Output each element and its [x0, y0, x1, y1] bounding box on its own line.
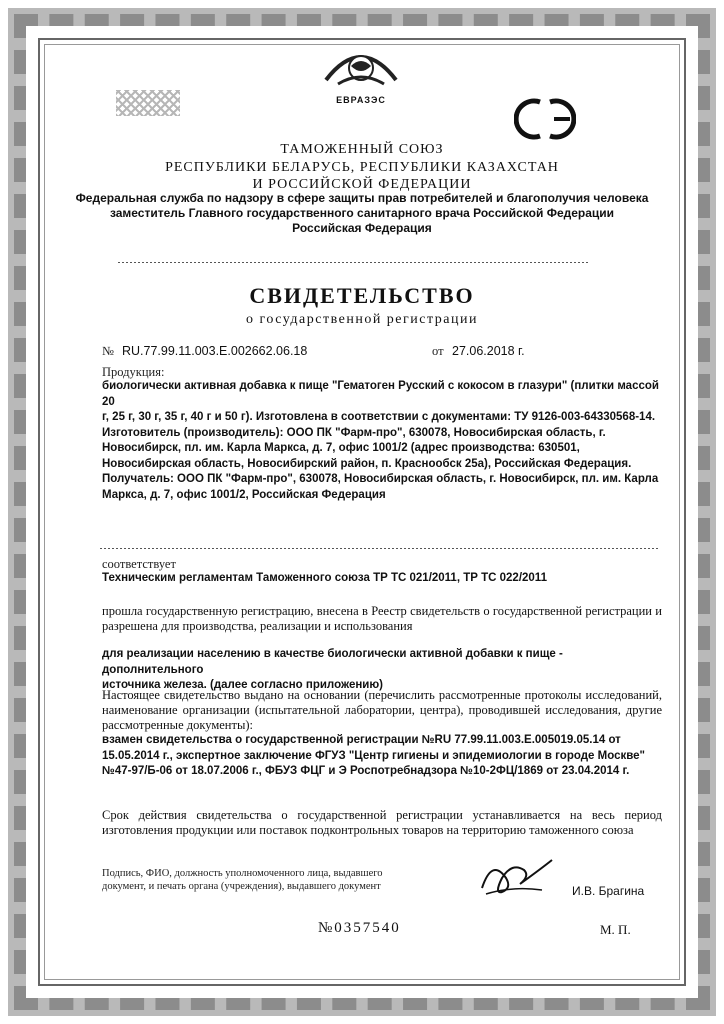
product-line: Получатель: ООО ПК "Фарм-про", 630078, Новосибирская область, г. Новосибирск, пл. им. Карла [102, 473, 659, 485]
security-pattern-icon [116, 90, 180, 116]
date-label: от [432, 344, 444, 358]
signatory-name: И.В. Брагина [572, 884, 645, 898]
header-sub-3: Российская Федерация [292, 221, 432, 235]
conforms-text: Техническим регламентам Таможенного союза ТР ТС 021/2011, ТР ТС 022/2011 [102, 572, 547, 584]
certificate-number: RU.77.99.11.003.Е.002662.06.18 [122, 344, 308, 358]
basis-line: взамен свидетельства о государственной регистрации №RU 77.99.11.003.Е.005019.05.14 от [102, 734, 621, 746]
conformity-mark-icon [514, 96, 576, 142]
header-line-1: ТАМОЖЕННЫЙ СОЮЗ [280, 142, 444, 157]
stamp-label: М. П. [600, 922, 631, 937]
header-sub-1: Федеральная служба по надзору в сфере защиты прав потребителей и благополучия человека [75, 191, 649, 205]
basis-documents [102, 733, 662, 780]
header-line-2: РЕСПУБЛИКИ БЕЛАРУСЬ, РЕСПУБЛИКИ КАЗАХСТАН [165, 160, 559, 175]
validity-statement: Срок действия свидетельства о государственной регистрации устанавливается на весь период изготовления продукции или поставок подконтрольных товаров на территорию таможенного союза [102, 808, 662, 837]
product-label: Продукция: [102, 365, 165, 379]
registration-statement: прошла государственную регистрацию, внесена в Реестр свидетельств о государственной регистрации и разрешена для производства, реализации и использования [102, 604, 662, 633]
product-line: Маркса, д. 7, офис 1001/2, Российская Федерация [102, 488, 386, 501]
document-title: СВИДЕТЕЛЬСТВО [249, 283, 475, 308]
eaec-globe-icon [318, 40, 404, 92]
divider-line [118, 262, 588, 263]
usage-line: источника железа. (далее согласно приложению) [102, 679, 384, 691]
product-line: биологически активная добавка к пище "Гематоген Русский с кокосом в глазури" (плитки массой 20 [102, 380, 659, 408]
basis-line: №47-97/Б-06 от 18.07.2006 г., ФБУЗ ФЦГ и Э Роспотребнадзора №10-2ФЦ/1869 от 23.04.2014 г. [102, 765, 630, 777]
signature-image [472, 848, 562, 904]
document-subtitle: о государственной регистрации [246, 312, 478, 327]
divider-line [100, 548, 660, 549]
header-sub-2: заместитель Главного государственного санитарного врача Российской Федерации [109, 206, 615, 220]
usage-line: для реализации населению в качестве биологически активной добавки к пище - дополнительного [102, 648, 563, 676]
eaec-emblem [318, 40, 404, 104]
eaec-label: ЕВРАЗЭС [336, 95, 386, 105]
basis-line: 15.05.2014 г., экспертное заключение ФГУЗ "Центр гигиены и эпидемиологии в городе Москве" [102, 749, 645, 762]
number-label: № [102, 344, 114, 358]
product-line: Изготовитель (производитель): ООО ПК "Фарм-про", 630078, Новосибирская область, г. [102, 426, 606, 439]
product-line: г, 25 г, 30 г, 35 г, 40 г и 50 г). Изготовлена в соответствии с документами: ТУ 9126-003-64330568-14. [102, 411, 656, 423]
product-line: Новосибирская область, Новосибирский район, п. Краснообск 25а), Российская Федерация. [102, 457, 632, 470]
product-description [102, 379, 662, 503]
certificate-date: 27.06.2018 г. [452, 344, 525, 358]
basis-statement: Настоящее свидетельство выдано на основании (перечислить рассмотренные протоколы исследований, наименование организации (испытательной лаборатории, центра), проводившей исследования, другие рассмотренные документы): [102, 688, 662, 732]
blank-number: №0357540 [318, 920, 401, 936]
product-line: Новосибирск, пл. им. Карла Маркса, д. 7, офис 1001/2 (адрес производства: 630501, [102, 442, 580, 454]
header-line-3: И РОССИЙСКОЙ ФЕДЕРАЦИИ [252, 177, 472, 192]
signatory-label: Подпись, ФИО, должность уполномоченного лица, выдавшего документ, и печать органа (учреждения), выдавшего документ [102, 868, 383, 892]
conforms-label: соответствует [102, 557, 176, 571]
usage-description [102, 647, 662, 694]
